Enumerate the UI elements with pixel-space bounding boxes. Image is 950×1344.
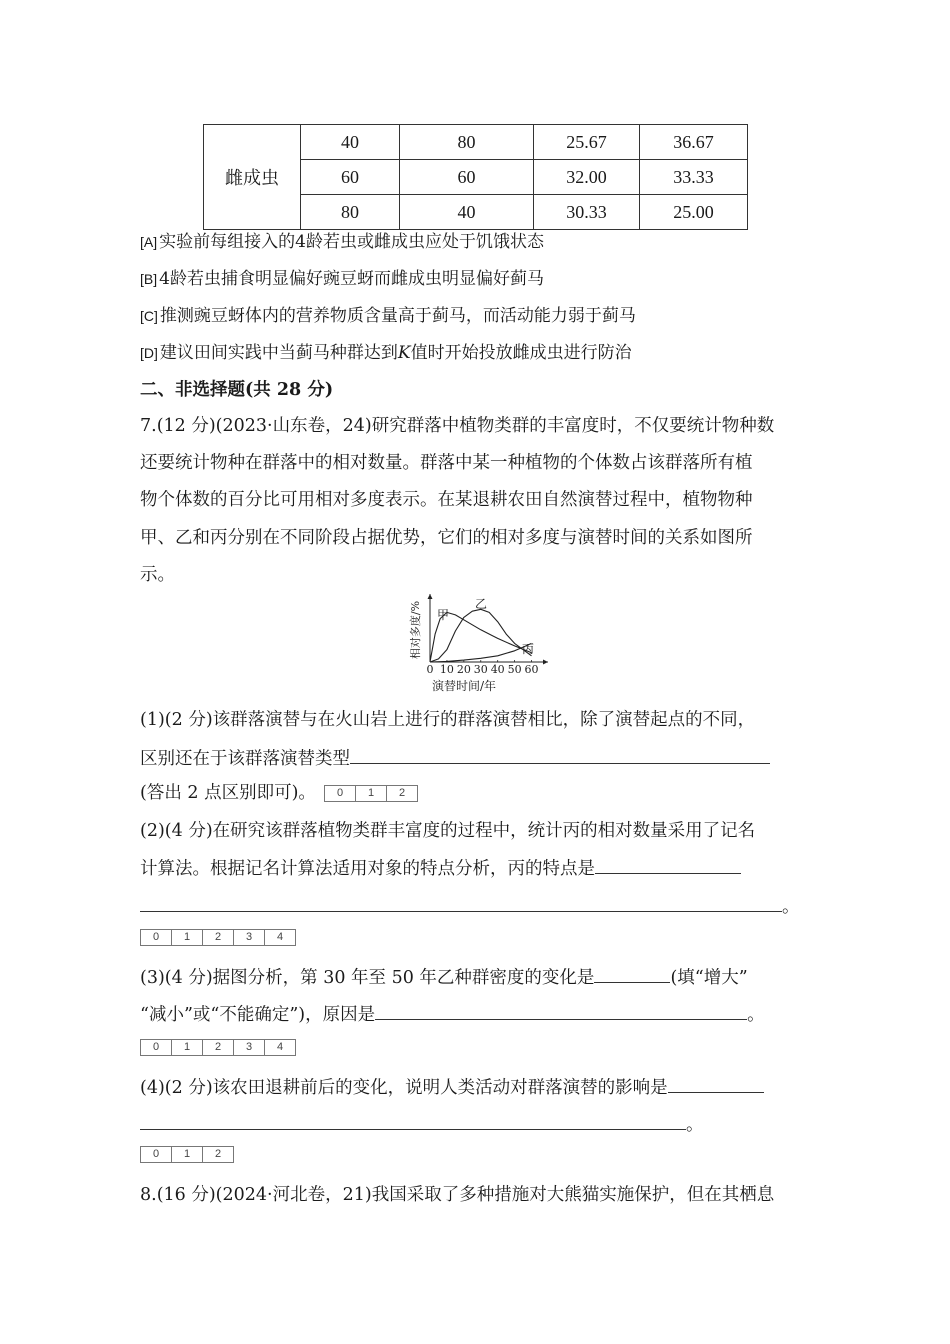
- q7-line: 甲、乙和丙分别在不同阶段占据优势，它们的相对多度与演替时间的关系如图所: [140, 528, 753, 548]
- answer-blank[interactable]: [140, 1111, 686, 1130]
- q7-line: 物个体数的百分比可用相对多度表示。在某退耕农田自然演替过程中，植物物种: [140, 490, 753, 510]
- q7-sub1-text: 区别还在于该群落演替类型: [140, 749, 350, 769]
- data-table: [203, 124, 748, 230]
- score-box[interactable]: [324, 785, 418, 802]
- x-axis-arrow: [543, 660, 548, 665]
- q7-sub2-text: 计算法。根据记名计算法适用对象的特点分析，丙的特点是: [140, 859, 595, 879]
- q7-sub1-line: (答出 2 点区别即可)。: [140, 783, 316, 803]
- score-option[interactable]: 2: [203, 930, 234, 945]
- q7-line: 7.(12 分)(2023·山东卷，24)研究群落中植物类群的丰富度时，不仅要统计物种数: [140, 416, 775, 436]
- group-label-cell: 雌成虫: [204, 125, 301, 230]
- option-text: 值时开始投放雌成虫进行防治: [410, 343, 632, 363]
- option-label: [A]: [140, 234, 158, 250]
- score-box[interactable]: [140, 929, 296, 946]
- option-label: [B]: [140, 271, 158, 287]
- table-cell: 32.00: [534, 160, 640, 195]
- option-text: 实验前每组接入的4龄若虫或雌成虫应处于饥饿状态: [159, 232, 544, 252]
- option-label: [C]: [140, 308, 158, 324]
- q7-sub2-line: [140, 893, 800, 920]
- score-option[interactable]: 2: [214, 1148, 222, 1160]
- option-text: 4龄若虫捕食明显偏好豌豆蚜而雌成虫明显偏好蓟马: [159, 269, 544, 289]
- end-mark: 。: [782, 897, 800, 917]
- option-text: 推测豌豆蚜体内的营养物质含量高于蓟马，而活动能力弱于蓟马: [159, 306, 636, 326]
- q7-sub1-line: (1)(2 分)该群落演替与在火山岩上进行的群落演替相比，除了演替起点的不同，: [140, 710, 756, 730]
- answer-blank[interactable]: [375, 1001, 747, 1020]
- x-tick-label: 20: [456, 663, 471, 676]
- score-option[interactable]: 4: [276, 931, 284, 943]
- x-tick-label: 50: [507, 663, 522, 676]
- y-axis-arrow: [428, 594, 433, 599]
- series-label: 乙: [474, 597, 488, 611]
- x-tick-label: 10: [439, 663, 454, 676]
- answer-blank[interactable]: [594, 964, 670, 983]
- score-option[interactable]: 0: [141, 930, 172, 945]
- section-title: 二、非选择题(共 28 分): [140, 380, 334, 400]
- q7-sub3-text: (填“增大”: [670, 968, 748, 988]
- q7-sub3-line: [140, 964, 748, 991]
- q7-sub3-text: (3)(4 分)据图分析，第 30 年至 50 年乙种群密度的变化是: [140, 968, 595, 988]
- q7-sub2-line: [140, 855, 741, 882]
- table-cell: 80: [301, 195, 400, 230]
- q7-sub2-line: (2)(4 分)在研究该群落植物类群丰富度的过程中，统计丙的相对数量采用了记名: [140, 821, 756, 841]
- q7-line: 还要统计物种在群落中的相对数量。群落中某一种植物的个体数占该群落所有植: [140, 453, 753, 473]
- score-box[interactable]: [140, 1039, 296, 1056]
- table-cell: 25.67: [534, 125, 640, 160]
- score-option[interactable]: 0: [325, 786, 356, 801]
- table-cell: 40: [301, 125, 400, 160]
- score-option[interactable]: 1: [172, 930, 203, 945]
- score-option[interactable]: 1: [356, 786, 387, 801]
- option-b[interactable]: [140, 266, 544, 292]
- option-c[interactable]: [140, 303, 636, 329]
- q7-sub3-line: [140, 1001, 765, 1028]
- answer-blank[interactable]: [668, 1074, 764, 1093]
- score-option[interactable]: 0: [141, 1040, 172, 1055]
- k-symbol: K: [397, 343, 411, 363]
- end-mark: 。: [747, 1005, 765, 1025]
- table-cell: 30.33: [534, 195, 640, 230]
- score-option[interactable]: 2: [398, 787, 406, 799]
- succession-chart: [400, 594, 560, 694]
- x-tick-label: 40: [490, 663, 505, 676]
- score-option[interactable]: 1: [172, 1040, 203, 1055]
- q7-sub3-text: “减小”或“不能确定”)，原因是: [140, 1005, 376, 1025]
- x-tick-label: 30: [473, 663, 488, 676]
- x-tick-label: 60: [524, 663, 539, 676]
- q7-line: 示。: [140, 565, 175, 585]
- score-option[interactable]: 4: [276, 1041, 284, 1053]
- end-mark: 。: [686, 1115, 704, 1135]
- table-cell: 40: [400, 195, 534, 230]
- score-option[interactable]: 0: [141, 1147, 172, 1162]
- table-cell: 80: [400, 125, 534, 160]
- table-cell: 33.33: [640, 160, 748, 195]
- table-cell: 36.67: [640, 125, 748, 160]
- q7-sub4-text: (4)(2 分)该农田退耕前后的变化，说明人类活动对群落演替的影响是: [140, 1078, 668, 1098]
- series-label: 甲: [436, 608, 450, 622]
- x-axis-label: 演替时间/年: [431, 679, 497, 693]
- y-axis-label: 相对多度/%: [409, 600, 422, 660]
- q8-line: 8.(16 分)(2024·河北卷，21)我国采取了多种措施对大熊猫实施保护，但在其栖息: [140, 1185, 775, 1205]
- q7-sub4-line: [140, 1074, 764, 1101]
- score-option[interactable]: 3: [234, 930, 265, 945]
- x-tick-label: 0: [426, 663, 434, 676]
- option-d[interactable]: [140, 340, 632, 366]
- table-cell: 60: [301, 160, 400, 195]
- table-row: [204, 125, 748, 160]
- score-option[interactable]: 3: [234, 1040, 265, 1055]
- score-box[interactable]: [140, 1146, 234, 1163]
- series-label: 丙: [521, 642, 535, 656]
- q7-sub1-line: [140, 745, 770, 772]
- option-a[interactable]: [140, 229, 544, 255]
- option-label: [D]: [140, 345, 158, 361]
- table-cell: 25.00: [640, 195, 748, 230]
- table-cell: 60: [400, 160, 534, 195]
- option-text: 建议田间实践中当蓟马种群达到: [159, 343, 398, 363]
- score-option[interactable]: 2: [203, 1040, 234, 1055]
- answer-blank[interactable]: [350, 745, 770, 764]
- q7-sub4-line: [140, 1111, 704, 1138]
- answer-blank[interactable]: [595, 855, 741, 874]
- score-option[interactable]: 1: [172, 1147, 203, 1162]
- answer-blank[interactable]: [140, 893, 782, 912]
